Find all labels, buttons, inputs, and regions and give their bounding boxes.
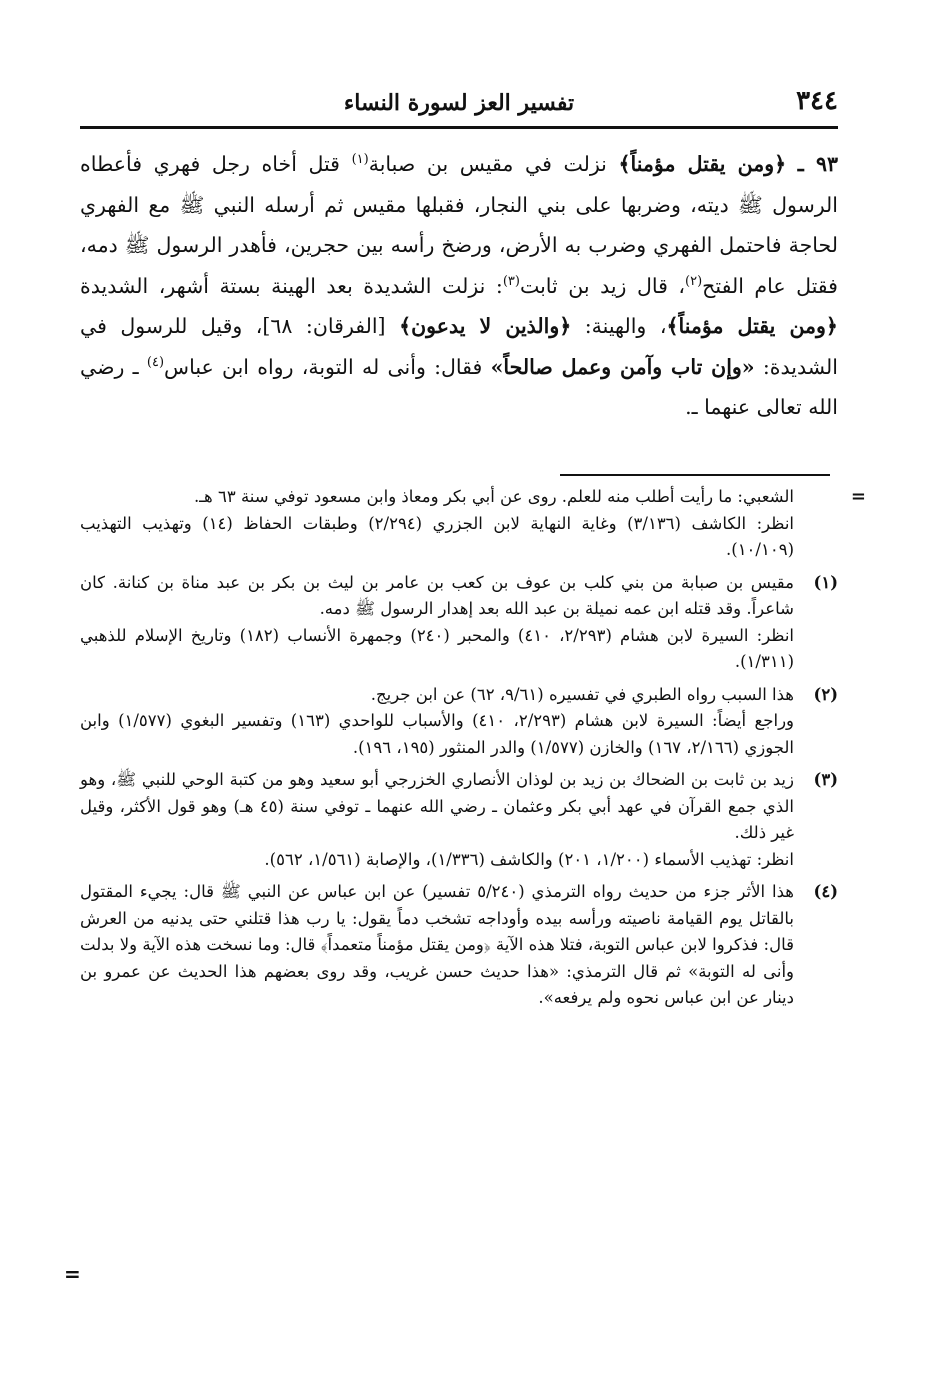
footnote-paragraph: انظر: الكاشف (٣/١٣٦) وغاية النهاية لابن الجزري (٢/٢٩٤) وطبقات الحفاظ (١٤) وتهذيب التهذيب (١٠/١٠٩). [80,513,794,559]
continuation-mark: = [850,486,866,507]
footnote-paragraph: زيد بن ثابت بن الضحاك بن زيد بن لوذان الأنصاري الخزرجي أبو سعيد وهو من كتبة الوحي للنبي ﷺ، وهو الذي جمع القرآن في عهد أبي بكر وعثمان ـ رضي الله عنهما ـ توفي سنة (٤٥ هـ) وهو قول الأكثر، وقيل غير ذلك. [80,770,794,842]
quran-quote: ﴿ومن يقتل مؤمناً﴾ [618,152,787,176]
footnote-ref-1[interactable]: (١) [351,152,369,168]
body-text: فقال: وأنى له التوبة، رواه ابن عباس [164,354,483,379]
footnote-paragraph: الشعبي: ما رأيت أطلب منه للعلم. روى عن أبي بكر ومعاذ وابن مسعود توفي سنة ٦٣ هـ. [193,487,794,506]
footnote-ref-3[interactable]: (٣) [502,273,520,289]
footnote-number: (٤) [813,882,838,901]
footnote-1 [80,570,838,676]
verse-number: ٩٣ ـ [797,152,838,176]
header-rule [80,126,838,129]
footnotes [80,484,866,1012]
footnote-number: (٣) [813,770,838,789]
quran-quote: ﴿والذين لا يدعون﴾ [399,314,572,338]
running-header [80,84,838,124]
footnote-continuation [80,484,866,564]
footnote-separator [560,474,830,476]
footnote-4 [80,879,838,1012]
body-text: ، قال زيد بن ثابت [519,273,686,298]
footnote-3 [80,767,838,873]
body-text: [الفرقان: ٦٨]، وقيل للرسول في الشديدة: [80,314,838,379]
body-text: نزلت في مقيس بن صبابة [368,152,607,176]
body-text: ـ رضي الله تعالى عنهما ـ. [80,354,838,419]
footnote-paragraph: مقيس بن صبابة من بني كلب بن عوف بن كعب بن عامر بن ليث بن بكر بن عبد مناة بن كنانة. كان شاعراً. وقد قتله ابن عمه نميلة بن عبد الله بعد إهدار الرسول ﷺ دمه. [80,572,794,618]
footnote-paragraph: انظر: السيرة لابن هشام (٢/٢٩٣، ٤١٠) والمحبر (٢٤٠) وجمهرة الأنساب (١٨٢) وتاريخ الإسلام للذهبي (١/٣١١). [80,625,795,671]
body-text: ، والهينة: [584,314,667,338]
running-title: تفسير العز لسورة النساء [343,90,575,116]
body-text: قتل أخاه رجل فهري فأعطاه الرسول ﷺ ديته، وضربها على بني النجار، فقبلها مقيس ثم أرسله النبي ﷺ مع الفهري لحاجة فاحتمل الفهري وضرب به الأرض، ورضخ رأسه بين حجرين، فأهدر الرسول ﷺ دمه، فقتل عام الفتح [80,152,838,298]
footnote-ref-4[interactable]: (٤) [146,354,165,370]
footnote-number: (١) [813,572,838,592]
verse-93-paragraph [80,144,838,428]
page-number: ٣٤٤ [796,86,838,116]
main-text [80,144,838,428]
footnote-ref-2[interactable]: (٢) [685,273,703,289]
footnote-paragraph: وراجع أيضاً: السيرة لابن هشام (٢/٢٩٣، ٤١٠) والأسباب للواحدي (١٦٣) وتفسير البغوي (١/٥٧٧) وابن الجوزي (٢/١٦٦، ١٦٧) والخازن (١/٥٧٧) والدر المنثور (١٩٥، ١٩٦). [80,711,795,757]
hadith-quote: «وإن تاب وآمن وعمل صالحاً» [490,354,755,379]
quran-quote: ﴿ومن يقتل مؤمناً﴾ [666,314,838,338]
footnote-2 [80,682,838,762]
footnote-number: (٢) [813,684,838,704]
continued-mark: = [64,1262,81,1286]
footnote-paragraph: هذا السبب رواه الطبري في تفسيره (٩/٦١، ٦٢) عن ابن جريج. [370,684,794,704]
footnote-paragraph: انظر: تهذيب الأسماء (١/٢٠٠، ٢٠١) والكاشف (١/٣٣٦)، والإصابة (١/٥٦١، ٥٦٢). [264,849,794,869]
body-text: : نزلت الشديدة بعد الهينة بستة أشهر، الشديدة [80,273,503,298]
footnote-paragraph: هذا الأثر جزء من حديث رواه الترمذي (٥/٢٤٠ تفسير) عن ابن عباس عن النبي ﷺ قال: يجيء المقتول بالقاتل يوم القيامة ناصيته ورأسه بيده وأوداجه تشخب دماً يقول: يا رب هذا قتلني حتى يدنيه من العرش قال: فذكروا لابن عباس التوبة، فتلا هذه الآية ﴿ومن يقتل مؤمناً متعمداً﴾ قال: وما نسخت هذه الآية ولا بدلت وأنى له التوبة» ثم قال الترمذي: «هذا حديث حسن غريب، وقد روى بعضهم هذا الحديث عن عمرو بن دينار عن ابن عباس نحوه ولم يرفعه». [80,882,794,1007]
